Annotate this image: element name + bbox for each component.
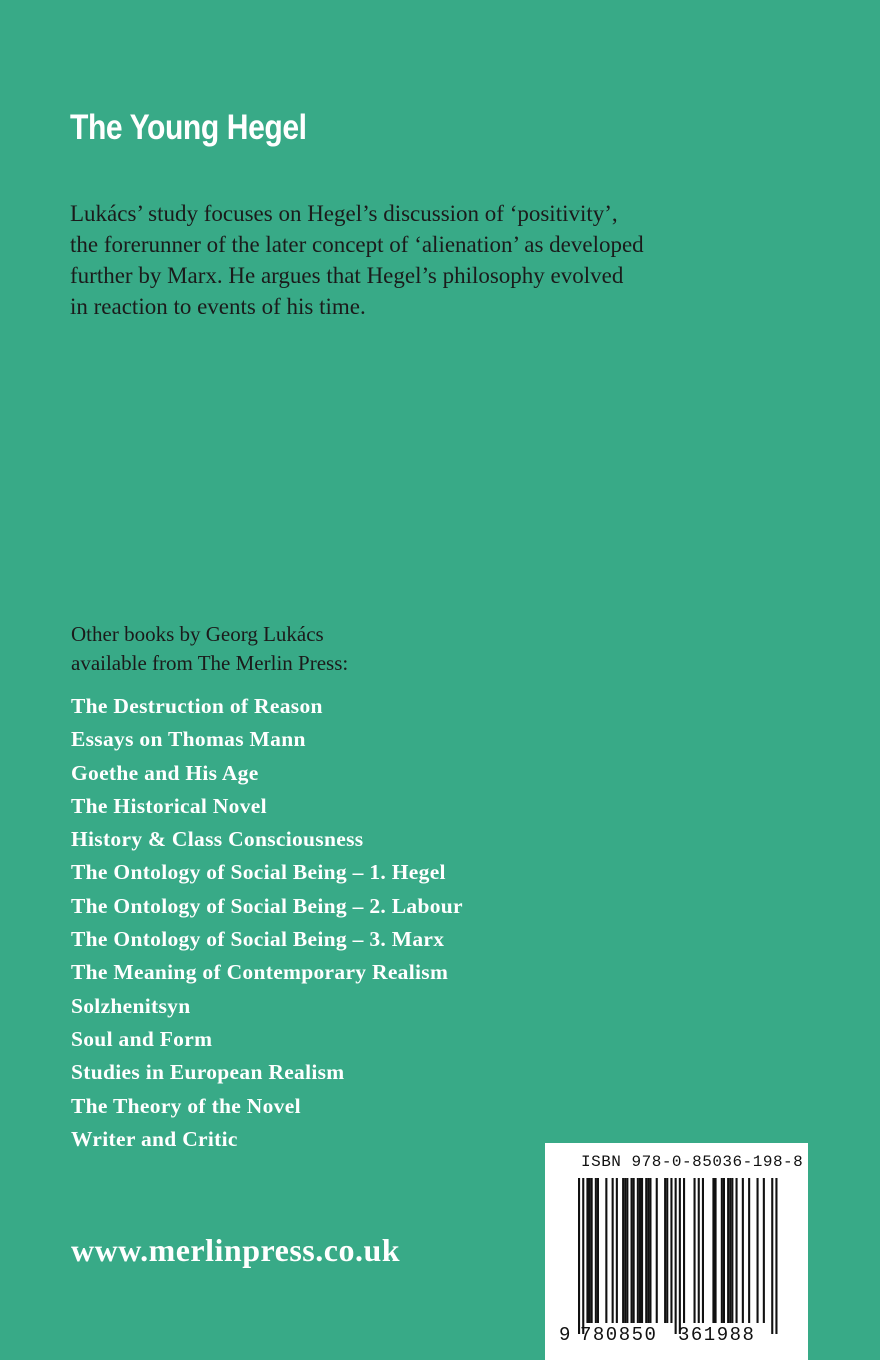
barcode-bar [736, 1178, 738, 1323]
barcode-bar [649, 1178, 651, 1323]
barcode-bar [675, 1178, 677, 1334]
barcode-bar [656, 1178, 658, 1323]
book-list-item: Writer and Critic [71, 1126, 238, 1151]
barcode-bar [624, 1178, 626, 1323]
blurb-line: further by Marx. He argues that Hegel’s philosophy evolved [70, 263, 624, 288]
barcode-bar [763, 1178, 765, 1323]
book-blurb [70, 198, 750, 322]
barcode-bar [666, 1178, 668, 1323]
book-list-item: Studies in European Realism [71, 1060, 345, 1085]
barcode-bar [626, 1178, 628, 1323]
barcode-bar [597, 1178, 599, 1323]
barcode-bar [595, 1178, 597, 1323]
other-books-intro [71, 620, 348, 678]
barcode-right-digits: 361988 [678, 1324, 756, 1346]
book-list-item: The Theory of the Novel [71, 1093, 301, 1118]
barcode-bar [589, 1178, 591, 1323]
barcode-bar [702, 1178, 704, 1323]
barcode-left-digits: 780850 [580, 1324, 658, 1346]
barcode-bar [637, 1178, 639, 1323]
blurb-line: the forerunner of the later concept of ‘alienation’ as developed [70, 232, 644, 257]
barcode-bar [694, 1178, 696, 1323]
book-list-item: The Ontology of Social Being – 1. Hegel [71, 860, 446, 885]
isbn-number: 978-0-85036-198-8 [631, 1153, 804, 1171]
barcode-bar [670, 1178, 672, 1323]
blurb-line: Lukács’ study focuses on Hegel’s discussion of ‘positivity’, [70, 201, 618, 226]
barcode-bar [775, 1178, 777, 1334]
book-list-item: The Ontology of Social Being – 3. Marx [71, 927, 445, 952]
blurb-line: in reaction to events of his time. [70, 294, 366, 319]
barcode-bar [591, 1178, 593, 1323]
barcode-bar [647, 1178, 649, 1323]
book-title: The Young Hegel [70, 108, 307, 147]
book-list-item: Soul and Form [71, 1026, 213, 1051]
barcode-bar [698, 1178, 700, 1323]
barcode-bar [748, 1178, 750, 1323]
barcode-bar [721, 1178, 723, 1323]
barcode-bar [639, 1178, 641, 1323]
barcode-bar [729, 1178, 731, 1323]
barcode-bar [612, 1178, 614, 1323]
barcode-bar [715, 1178, 717, 1323]
book-list-item: The Meaning of Contemporary Realism [71, 960, 449, 985]
barcode-bar [605, 1178, 607, 1323]
barcode-bar [616, 1178, 618, 1323]
isbn-barcode-panel [545, 1143, 808, 1360]
barcode-bar [771, 1178, 773, 1334]
intro-line: available from The Merlin Press: [71, 651, 349, 675]
barcode-bar [578, 1178, 580, 1334]
book-list-item: The Historical Novel [71, 793, 267, 818]
barcode-bar [586, 1178, 588, 1323]
book-list-item: Goethe and His Age [71, 760, 259, 785]
barcode-bar [679, 1178, 681, 1334]
barcode-bar [631, 1178, 633, 1323]
barcode-bar [742, 1178, 744, 1323]
barcode-bar [683, 1178, 685, 1323]
book-list-item: The Destruction of Reason [71, 694, 323, 718]
barcode-bar [731, 1178, 733, 1323]
book-list-item: Solzhenitsyn [71, 993, 191, 1018]
barcode-bar [727, 1178, 729, 1323]
barcode-bar [664, 1178, 666, 1323]
publisher-website: www.merlinpress.co.uk [71, 1232, 401, 1268]
barcode-bar [582, 1178, 584, 1334]
isbn-prefix: ISBN [581, 1153, 622, 1171]
barcode-bar [641, 1178, 643, 1323]
barcode-first-digit: 9 [559, 1324, 571, 1346]
book-list-item: The Ontology of Social Being – 2. Labour [71, 893, 463, 918]
barcode-bar [723, 1178, 725, 1323]
book-list-item: History & Class Consciousness [71, 827, 364, 852]
barcode-bar [757, 1178, 759, 1323]
intro-line: Other books by Georg Lukács [71, 622, 324, 646]
book-list-item: Essays on Thomas Mann [71, 727, 306, 752]
barcode-bar [622, 1178, 624, 1323]
other-books-list [71, 690, 463, 1156]
barcode-bar [645, 1178, 647, 1323]
barcode-bar [633, 1178, 635, 1323]
barcode-bar [712, 1178, 714, 1323]
